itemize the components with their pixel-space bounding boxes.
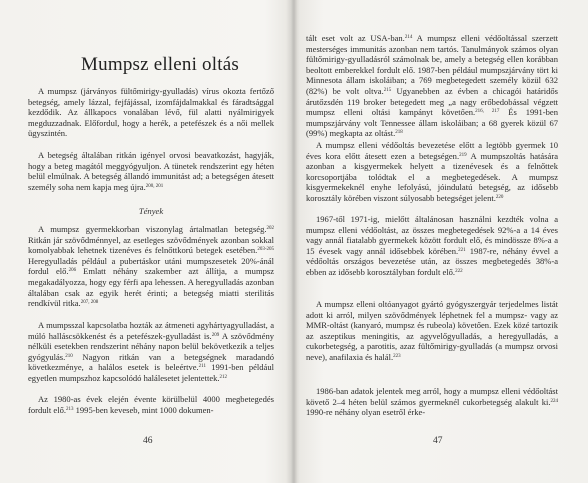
paragraph-diabetes: 1986-ban adatok jelentek meg arról, hogy a mumpsz elleni védőoltást követő 2–4 héten belül számos gyermeknél cukorbetegség alakult ki.$^{224}$ 1990-re néhány olyan esetről érke- [306, 386, 558, 418]
paragraph-statistics: Az 1980-as évek elején évente körülbelül 4000 megbetegedés fordult elő.$^{213}$ 1995-ben keveseb, mint 1000 dokumen- [28, 394, 274, 415]
paragraph-1967-1971: 1967-től 1971-ig, mielőtt általánosan használni kezdték volna a mumpsz elleni védőoltást, az összes megbetegedések 92%-a a 14 éves vagy annál fiatalabb gyermekek között fordult elő, és mindössze 8%-a a 15 évesek vagy annál idősebbek körében.$^{221}$ 1987-re, néhány évvel a védőoltás országos bevezetése után, az összes megbetegedés 38%-a ebben az idősebb korosztályban fordult elő.$^{222}$ [306, 214, 558, 277]
paragraph-complications: A mumpsszal kapcsolatba hozták az átmeneti agyhártyagyulladást, a múló halláscsökkenést és a petefészek-gyulladást is.$^{209}$ A szövődmény nélküli esetekben rendszerint néhány napon belül bekövetkezik a teljes gyógyulás.$^{210}$ Nagyon ritkán van a betegségnek maradandó következménye, a halálos esetek is beleértve.$^{211}$ 1991-ben például egyetlen mumpszhoz kapcsolódó halálesetet jelentettek.$^{212}$ [28, 320, 274, 383]
paragraph-age-shift: A mumpsz elleni védőoltás bevezetése előtt a legtöbb gyermek 10 éves kora előtt átesett ezen a betegségen.$^{219}$ A mumpszoltás hatására azonban a kisgyermekek helyett a tizenévesek és a felnőttek korcsoportjába tolódtak el a megbetegedések. A mumpsz kisgyermekeknél enyhe lefolyású, jóindulatú betegség, az idősebb korosztály körében viszont súlyosabb betegséget jelent.$^{220}$ [306, 140, 558, 203]
paragraph-treatment: A betegség általában ritkán igényel orvosi beavatkozást, hagyják, hogy a beteg magától meggyógyuljon. A tünetek rendszerint egy héten belül elmúlnak. A betegség állandó immunitást ad; a betegségen átesett személy soha nem kapja meg újra.$^{200, 201}$ [28, 150, 274, 192]
left-page [0, 0, 292, 483]
paragraph-vaccine-side-effects: A mumpsz elleni oltóanyagot gyártó gyógyszergyár terjedelmes listát adott ki arról, milyen szövődmények léphetnek fel a mumpsz- vagy az MMR-oltást (kanyaró, mumpsz és rubeola) követően. Ezek közé tartozik az aszeptikus meningitis, az agyvelőgyulladás, a heregyulladás, a cukorbetegség, a parotitis, azaz fültőmirigy-gyulladás (a mumpsz orvosi neve), anafilaxia és halál.$^{223}$ [306, 299, 558, 362]
right-page [296, 0, 588, 483]
section-subhead: Tények [138, 206, 164, 216]
paragraph-outbreaks: tált eset volt az USA-ban.$^{214}$ A mumpsz elleni védőoltással szerzett mesterséges immunitás azonban nem tartós. Tanulmányok számos olyan fültőmirigy-gyulladásról számolnak be, amely a betegség ellen korábban beoltott emberekkel fordult elő. 1987-ben például mumpszjárvány tört ki Minnesota állam iskoláiban; a 769 megbetegedett személy közül 632 (82%) be volt oltva.$^{215}$ Ugyanebben az évben a chicagói határidős árutőzsdén 119 broker betegedett meg „a nagy erőbedobással végzett mumpsz elleni oltási kampányt követően.$^{216, 217}$ És 1991-ben mumpszjárvány volt Tennessee állam iskoláiban; a 68 gyerek közül 67 (99%) megkapta az oltást.$^{218}$ [306, 33, 558, 139]
chapter-title: Mumpsz elleni oltás [81, 54, 239, 75]
page-number-left: 46 [143, 436, 153, 446]
paragraph-facts: A mumpsz gyermekkorban viszonylag ártalmatlan betegség.$^{202}$ Ritkán jár szövődménnyel, az esetleges szövődmények azonban sokkal komolyabbak lehetnek tizenéves és felnőttkorú betegek esetében.$^{203-205}$ Heregyulladás például a pubertáskor utáni mumpszesetek 20%-ánál fordul elő.$^{206}$ Emlatt néhány szakember azt állítja, a mumpsz megakadályozza, hogy egy férfi apa lehessen. A heregyulladás azonban általában csak az egyik herét érinti; a betegség miatti sterilitás rendkívül ritka.$^{207, 208}$ [28, 224, 275, 309]
paragraph-intro: A mumpsz (járványos fültőmirigy-gyulladás) vírus okozta fertőző betegség, amely lázzal, fejfájással, izomfájdalmakkal és fáradtsággal kezdődik. Az állkapocs vonalában lévő, fül alatti nyálmirigyek megduzzadnak. Előfordul, hogy a herék, a petefészek és a női mellek ügyszintén. [28, 86, 274, 139]
page-number-right: 47 [433, 436, 443, 446]
